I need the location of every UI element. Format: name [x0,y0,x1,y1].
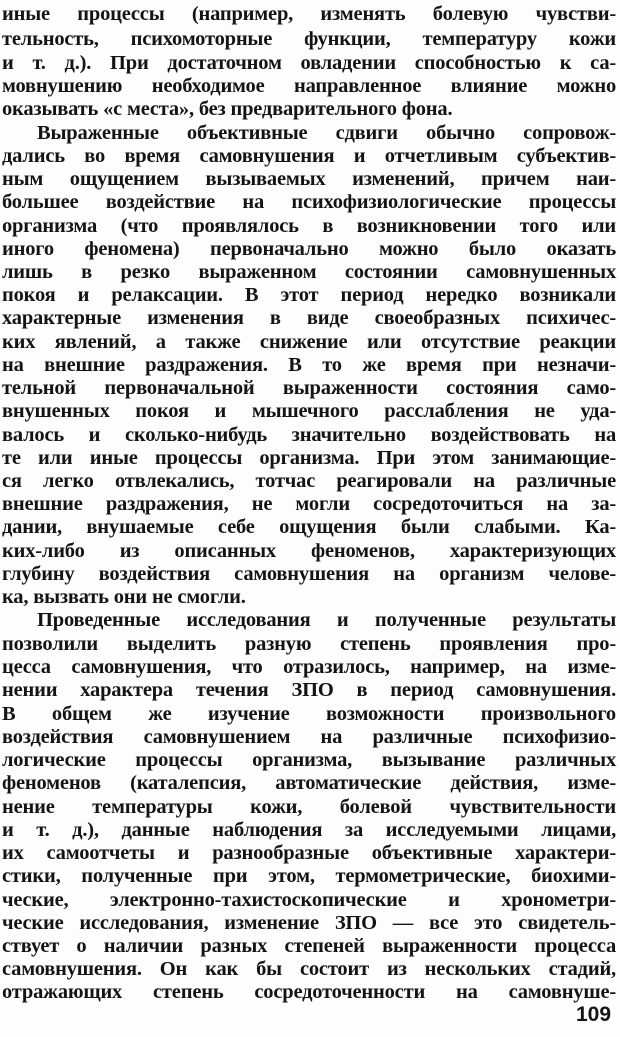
text-line: валось и сколько-нибудь значительно воздействовать на [2,424,616,446]
text-line: на внешние раздражения. В то же время при незначи- [2,354,616,376]
text-line: покоя и релаксации. В этот период нередко возникали [2,284,616,306]
text-line: мовнушению необходимое направленное влияние можно [2,75,616,97]
text-line: отражающих степень сосредоточенности на самовнуше- [2,981,616,1003]
text-line: ких-либо из описанных феноменов, характеризующих [2,540,616,562]
text-line: феноменов (каталепсия, автоматические действия, изме- [2,772,616,794]
text-line: тельность, психомоторные функции, температуру кожи [2,28,616,50]
text-line: внушенных покоя и мышечного расслабления не уда- [2,400,616,422]
text-line: В общем же изучение возможности произвольного [2,703,616,725]
text-line: большее воздействие на психофизиологические процессы [2,191,616,213]
text-line: и т. д.). При достаточном овладении способностью к са- [2,52,616,74]
text-line: позволили выделить разную степень проявления про- [2,633,616,655]
text-line: нение температуры кожи, болевой чувствительности [2,796,616,818]
text-line: иные процессы (например, изменять болевую чувстви- [2,3,616,25]
text-line: ческие исследования, изменение ЗПО — все это свидетель- [2,912,616,934]
text-line: дании, внушаемые себе ощущения были слабыми. Ка- [2,516,616,538]
text-line: тельной первоначальной выраженности состояния само- [2,377,616,399]
text-line: лишь в резко выраженном состоянии самовнушенных [2,261,616,283]
text-line: и т. д.), данные наблюдения за исследуемыми лицами, [2,819,616,841]
text-line: дались во время самовнушения и отчетливым субъектив- [2,145,616,167]
text-line: самовнушения. Он как бы состоит из нескольких стадий, [2,958,616,980]
text-line: характерные изменения в виде своеобразных психичес- [2,307,616,329]
text-line: те или иные процессы организма. При этом занимающие- [2,447,616,469]
text-line: их самоотчеты и разнообразные объективные характери- [2,842,616,864]
paragraph-first-line: Проведенные исследования и полученные результаты [37,609,616,631]
text-line: воздействия самовнушением на различные психофизио- [2,726,616,748]
page-number: 109 [576,1003,612,1026]
text-line: оказывать «с места», без предварительного фона. [2,98,453,120]
text-line: цесса самовнушения, что отразилось, например, на изме- [2,656,616,678]
text-line: ка, вызвать они не смогли. [2,586,246,608]
text-line: иного феномена) первоначально можно было оказать [2,238,616,260]
text-line: ческие, электронно-тахистоскопические и хронометри- [2,889,616,911]
text-line: стики, полученные при этом, термометрические, биохими- [2,865,616,887]
text-line: внешние раздражения, не могли сосредоточиться на за- [2,493,616,515]
text-line: ствует о наличии разных степеней выраженности процесса [2,935,616,957]
text-line: логические процессы организма, вызывание различных [2,749,616,771]
text-line: ся легко отвлекались, тотчас реагировали на различные [2,470,616,492]
text-line: нении характера течения ЗПО в период самовнушения. [2,679,616,701]
text-line: глубину воздействия самовнушения на организм челове- [2,563,616,585]
text-line: ких явлений, а также снижение или отсутствие реакции [2,331,616,353]
paragraph-first-line: Выраженные объективные сдвиги обычно сопровож- [37,122,616,144]
text-line: организма (что проявлялось в возникновении того или [2,215,616,237]
text-line: ным ощущением вызываемых изменений, причем наи- [2,168,616,190]
